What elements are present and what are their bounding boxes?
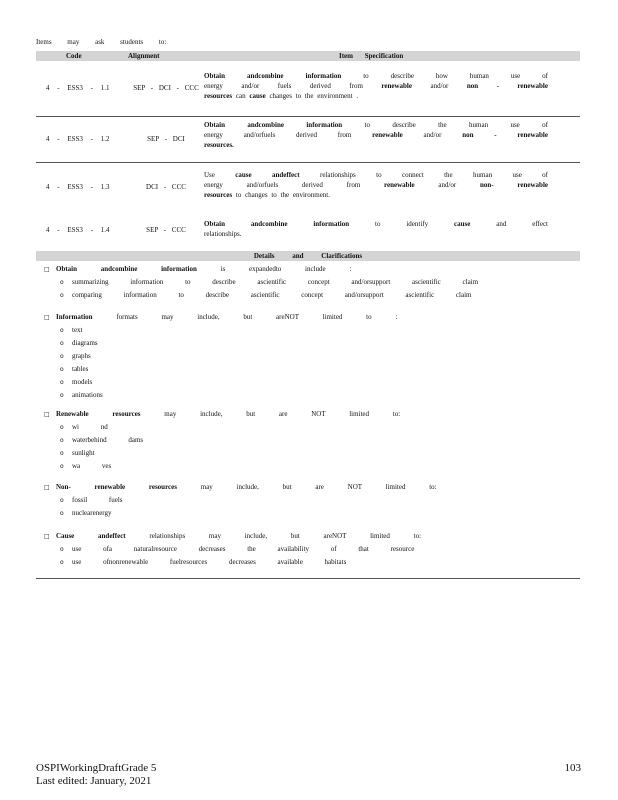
checkbox-icon: □ [44,484,50,491]
section-heading: Non- renewable resources may include, but are NOT limited to: [56,483,437,491]
details-section [44,263,478,302]
row-spec: Obtain andcombine information to describe how human use of energy and/or fuels derived from renewable and/or non - renewable resources can cause changes to the environment . [204,72,548,100]
details-panel [36,262,580,579]
section-heading: Obtain andcombine information is expandedto include : [56,265,352,273]
row-code: 4 - ESS3 - 1.4 [46,226,110,234]
page-footer [36,762,156,788]
bullet-icon: o [60,279,64,286]
bullet-icon: o [60,366,64,373]
page-number: 103 [564,762,581,774]
row-alignment: SEP - DCI [147,135,185,143]
list-item: use ofa naturalresource decreases the availability of that resource [72,545,415,553]
list-item: tables [72,365,89,373]
bullet-icon: o [60,424,64,431]
bullet-icon: o [60,450,64,457]
list-item: comparing information to describe ascientific concept and/orsupport ascientific claim [72,291,472,299]
bullet-icon: o [60,392,64,399]
row-code: 4 - ESS3 - 1.1 [46,84,110,92]
row-code: 4 - ESS3 - 1.3 [46,183,110,191]
checkbox-icon: □ [44,411,50,418]
row-code: 4 - ESS3 - 1.2 [46,135,110,143]
row-alignment: DCI - CCC [146,183,186,191]
bullet-icon: o [60,510,64,517]
list-item: fossil fuels [72,496,123,504]
bullet-icon: o [60,559,64,566]
details-section [44,408,400,473]
table-row [36,208,580,250]
header-alignment: Alignment [128,52,160,60]
bullet-icon: o [60,292,64,299]
row-spec: Use cause andeffect relationships to connect the human use of energy and/orfuels derived from renewable and/or non- renewable resources to changes to the environment. [204,171,549,199]
table-row [36,116,580,163]
section-heading: Information formats may include, but areNOT limited to : [56,313,398,321]
list-item: summarizing information to describe ascientific concept and/orsupport ascientific claim [72,278,479,286]
bullet-icon: o [60,379,64,386]
header-code: Code [66,52,82,60]
list-item: text [72,326,83,334]
checkbox-icon: □ [44,533,50,540]
list-item: nuclearenergy [72,509,112,517]
checkbox-icon: □ [44,314,50,321]
section-heading: Cause andeffect relationships may include, but areNOT limited to: [56,532,422,540]
table-row [36,162,580,208]
list-item: animations [72,391,103,399]
list-item: models [72,378,93,386]
list-item: diagrams [72,339,98,347]
list-item: waterbehind dams [72,436,144,444]
footer-last-edited: Last edited: January, 2021 [36,775,152,787]
details-header: Details and Clarifications [36,251,580,261]
header-item-specification: Item Specification [339,52,404,60]
intro-text: Items may ask students to: [36,38,167,46]
row-alignment: SEP - DCI - CCC [133,84,199,92]
row-spec: Obtain andcombine information to identify cause and effect relationships. [204,220,548,238]
bullet-icon: o [60,463,64,470]
bullet-icon: o [60,353,64,360]
details-section [44,530,421,569]
list-item: wa ves [72,462,112,470]
table-header [36,51,580,61]
list-item: graphs [72,352,91,360]
bullet-icon: o [60,546,64,553]
bullet-icon: o [60,327,64,334]
list-item: wi nd [72,423,108,431]
checkbox-icon: □ [44,266,50,273]
row-spec: Obtain andcombine information to describe the human use of energy and/orfuels derived from renewable and/or non - renewable resources. [204,121,549,149]
bullet-icon: o [60,437,64,444]
table-row [36,62,580,117]
list-item: use ofnonrenewable fuelresources decreases available habitats [72,558,347,566]
row-alignment: SEP - CCC [146,226,186,234]
details-section [44,311,397,402]
section-heading: Renewable resources may include, but are NOT limited to: [56,410,401,418]
bullet-icon: o [60,497,64,504]
list-item: sunlight [72,449,95,457]
details-section [44,481,437,520]
footer-document-title: OSPIWorkingDraftGrade 5 [36,762,157,774]
bullet-icon: o [60,340,64,347]
